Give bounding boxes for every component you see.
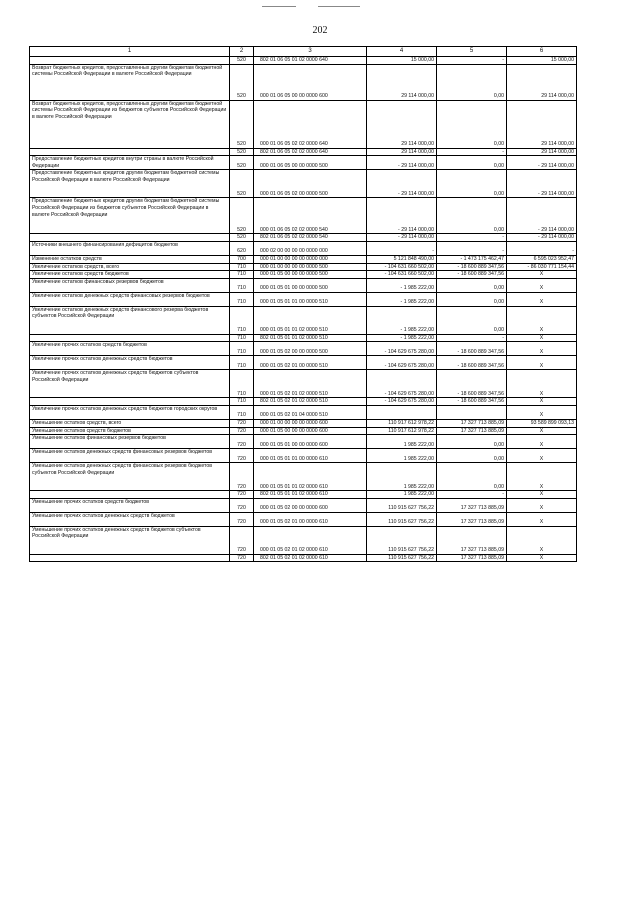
row-unexecuted-cell: X (507, 334, 577, 342)
table-row (30, 449, 577, 463)
row-line-code-cell: 710 (230, 278, 254, 292)
row-name-cell (30, 554, 230, 562)
row-name-cell (30, 398, 230, 406)
column-header-name: 1 (30, 47, 230, 57)
row-line-code-cell: 710 (230, 342, 254, 356)
row-name-cell: Уменьшение прочих остатков денежных средств бюджетов (30, 512, 230, 526)
row-unexecuted-cell: X (507, 398, 577, 406)
row-name-cell: Уменьшение остатков средств, всего (30, 419, 230, 427)
table-row (30, 498, 577, 512)
row-line-code-cell: 520 (230, 100, 254, 148)
row-approved-cell: - (367, 241, 437, 255)
table-row (30, 405, 577, 419)
row-approved-cell: - 29 114 000,00 (367, 170, 437, 198)
row-source-code-cell: 000 01 06 05 02 00 0000 500 (254, 170, 367, 198)
table-row (30, 356, 577, 370)
row-source-code-cell: 802 01 05 02 01 02 0000 610 (254, 554, 367, 562)
row-name-cell: Уменьшение остатков денежных средств финансовых резервов бюджетов субъектов Российской Федерации (30, 463, 230, 491)
table-row (30, 198, 577, 234)
row-approved-cell: - 29 114 000,00 (367, 198, 437, 234)
row-name-cell (30, 334, 230, 342)
row-executed-cell: - (437, 241, 507, 255)
row-executed-cell: - 18 600 889 347,56 (437, 356, 507, 370)
row-name-cell: Предоставление бюджетных кредитов другим бюджетам бюджетной системы Российской Федерации в валюте Российской Федерации (30, 170, 230, 198)
table-row (30, 100, 577, 148)
row-unexecuted-cell: X (507, 449, 577, 463)
row-line-code-cell: 620 (230, 241, 254, 255)
row-line-code-cell: 720 (230, 419, 254, 427)
row-executed-cell: 0,00 (437, 64, 507, 100)
row-approved-cell: 110 917 612 978,22 (367, 427, 437, 435)
row-line-code-cell: 520 (230, 156, 254, 170)
row-source-code-cell: 000 01 05 02 01 02 0000 510 (254, 370, 367, 398)
row-name-cell (30, 491, 230, 499)
row-unexecuted-cell: X (507, 370, 577, 398)
row-executed-cell: - 18 600 889 347,56 (437, 398, 507, 406)
row-executed-cell: - 18 600 889 347,56 (437, 263, 507, 271)
row-name-cell: Предоставление бюджетных кредитов внутри страны в валюте Российской Федерации (30, 156, 230, 170)
table-row (30, 463, 577, 491)
row-unexecuted-cell: - (507, 241, 577, 255)
row-source-code-cell: 000 01 05 02 01 00 0000 510 (254, 356, 367, 370)
row-source-code-cell: 802 01 05 01 01 02 0000 610 (254, 491, 367, 499)
column-header-source-code: 3 (254, 47, 367, 57)
row-source-code-cell: 000 01 00 00 00 00 0000 500 (254, 263, 367, 271)
row-unexecuted-cell: X (507, 356, 577, 370)
row-approved-cell: - 1 985 222,00 (367, 292, 437, 306)
row-executed-cell: - 18 600 889 347,56 (437, 342, 507, 356)
row-unexecuted-cell: - 29 114 000,00 (507, 156, 577, 170)
row-approved-cell: 1 985 222,00 (367, 463, 437, 491)
table-row (30, 370, 577, 398)
table-row (30, 419, 577, 427)
row-name-cell: Увеличение прочих остатков денежных средств бюджетов субъектов Российской Федерации (30, 370, 230, 398)
row-unexecuted-cell: 93 589 899 093,13 (507, 419, 577, 427)
row-approved-cell: 1 985 222,00 (367, 435, 437, 449)
row-name-cell: Уменьшение остатков денежных средств финансовых резервов бюджетов (30, 449, 230, 463)
budget-sources-table-container (29, 46, 576, 562)
row-source-code-cell: 000 01 05 01 01 02 0000 610 (254, 463, 367, 491)
row-name-cell: Уменьшение остатков средств бюджетов (30, 427, 230, 435)
table-row (30, 234, 577, 242)
row-executed-cell: 17 327 713 885,09 (437, 419, 507, 427)
row-unexecuted-cell: X (507, 271, 577, 279)
row-source-code-cell: 802 01 05 02 01 02 0000 510 (254, 398, 367, 406)
row-source-code-cell: 802 01 05 01 01 02 0000 510 (254, 334, 367, 342)
column-header-executed: 5 (437, 47, 507, 57)
row-unexecuted-cell: X (507, 427, 577, 435)
page-number: 202 (312, 25, 328, 36)
row-executed-cell: 0,00 (437, 170, 507, 198)
row-name-cell (30, 234, 230, 242)
row-approved-cell: 110 915 627 756,22 (367, 526, 437, 554)
row-line-code-cell: 520 (230, 170, 254, 198)
table-row (30, 170, 577, 198)
table-row (30, 427, 577, 435)
table-row (30, 278, 577, 292)
row-source-code-cell: 000 01 05 02 00 00 0000 600 (254, 498, 367, 512)
row-approved-cell: - 104 629 675 280,00 (367, 356, 437, 370)
row-approved-cell: 110 915 627 756,22 (367, 554, 437, 562)
row-executed-cell: - (437, 234, 507, 242)
row-name-cell (30, 57, 230, 65)
row-executed-cell: 0,00 (437, 278, 507, 292)
row-source-code-cell: 000 01 05 02 01 04 0000 510 (254, 405, 367, 419)
row-executed-cell: 0,00 (437, 292, 507, 306)
row-line-code-cell: 710 (230, 292, 254, 306)
row-unexecuted-cell: 6 595 023 952,47 (507, 255, 577, 263)
row-approved-cell: 5 121 848 490,00 (367, 255, 437, 263)
table-row (30, 148, 577, 156)
row-name-cell: Увеличение прочих остатков денежных средств бюджетов (30, 356, 230, 370)
row-name-cell: Увеличение остатков финансовых резервов бюджетов (30, 278, 230, 292)
row-approved-cell: 29 114 000,00 (367, 148, 437, 156)
row-line-code-cell: 520 (230, 148, 254, 156)
row-approved-cell: - 29 114 000,00 (367, 156, 437, 170)
row-unexecuted-cell: - 29 114 000,00 (507, 198, 577, 234)
row-line-code-cell: 520 (230, 198, 254, 234)
row-approved-cell: 110 915 627 756,22 (367, 498, 437, 512)
row-executed-cell: 0,00 (437, 100, 507, 148)
row-unexecuted-cell: X (507, 306, 577, 334)
row-source-code-cell: 000 01 06 05 02 02 0000 640 (254, 100, 367, 148)
row-name-cell: Возврат бюджетных кредитов, предоставленных другим бюджетам бюджетной системы Российской Федерации в валюте Российской Федерации (30, 64, 230, 100)
row-line-code-cell: 710 (230, 370, 254, 398)
row-line-code-cell: 720 (230, 427, 254, 435)
row-source-code-cell: 000 01 05 01 00 00 0000 600 (254, 435, 367, 449)
table-row (30, 255, 577, 263)
table-row (30, 306, 577, 334)
row-executed-cell: 17 327 713 885,09 (437, 512, 507, 526)
row-line-code-cell: 710 (230, 398, 254, 406)
row-unexecuted-cell: X (507, 463, 577, 491)
row-name-cell: Увеличение прочих остатков средств бюджетов (30, 342, 230, 356)
table-row (30, 271, 577, 279)
row-line-code-cell: 720 (230, 526, 254, 554)
row-unexecuted-cell: - 29 114 000,00 (507, 170, 577, 198)
row-name-cell (30, 148, 230, 156)
table-row (30, 156, 577, 170)
row-name-cell: Увеличение остатков средств, всего (30, 263, 230, 271)
table-row (30, 342, 577, 356)
table-row (30, 334, 577, 342)
row-line-code-cell: 520 (230, 64, 254, 100)
row-approved-cell: - 104 631 660 502,00 (367, 271, 437, 279)
table-row (30, 241, 577, 255)
table-row (30, 491, 577, 499)
row-line-code-cell: 700 (230, 255, 254, 263)
table-row (30, 554, 577, 562)
row-approved-cell: - 1 985 222,00 (367, 278, 437, 292)
row-executed-cell: 0,00 (437, 306, 507, 334)
row-source-code-cell: 000 02 00 00 00 00 0000 000 (254, 241, 367, 255)
budget-sources-table (29, 46, 577, 562)
row-source-code-cell: 000 01 05 00 00 00 0000 600 (254, 427, 367, 435)
row-source-code-cell: 000 01 05 02 01 02 0000 610 (254, 526, 367, 554)
row-unexecuted-cell: X (507, 405, 577, 419)
row-line-code-cell: 720 (230, 435, 254, 449)
row-source-code-cell: 000 01 06 05 00 00 0000 600 (254, 64, 367, 100)
row-executed-cell: 0,00 (437, 463, 507, 491)
row-unexecuted-cell: 15 000,00 (507, 57, 577, 65)
row-unexecuted-cell: 29 114 000,00 (507, 148, 577, 156)
row-approved-cell: - 104 631 660 502,00 (367, 263, 437, 271)
row-line-code-cell: 720 (230, 449, 254, 463)
row-name-cell: Уменьшение прочих остатков денежных средств бюджетов субъектов Российской Федерации (30, 526, 230, 554)
row-unexecuted-cell: - 29 114 000,00 (507, 234, 577, 242)
row-source-code-cell: 000 01 05 01 01 00 0000 610 (254, 449, 367, 463)
row-approved-cell: 1 985 222,00 (367, 491, 437, 499)
row-executed-cell: 17 327 713 885,09 (437, 498, 507, 512)
row-source-code-cell: 000 01 06 05 00 00 0000 500 (254, 156, 367, 170)
table-header-row (30, 47, 577, 57)
row-source-code-cell: 000 01 06 05 02 02 0000 540 (254, 198, 367, 234)
row-unexecuted-cell: X (507, 491, 577, 499)
table-row (30, 435, 577, 449)
row-unexecuted-cell: - 86 030 771 154,44 (507, 263, 577, 271)
row-line-code-cell: 520 (230, 234, 254, 242)
row-name-cell: Источники внешнего финансирования дефицитов бюджетов (30, 241, 230, 255)
row-line-code-cell: 710 (230, 334, 254, 342)
row-unexecuted-cell: X (507, 526, 577, 554)
row-name-cell: Увеличение прочих остатков денежных средств бюджетов городских округов (30, 405, 230, 419)
row-source-code-cell: 000 01 05 01 01 00 0000 510 (254, 292, 367, 306)
row-source-code-cell: 000 01 00 00 00 00 0000 600 (254, 419, 367, 427)
table-row (30, 64, 577, 100)
row-line-code-cell: 710 (230, 405, 254, 419)
row-executed-cell: 17 327 713 885,09 (437, 526, 507, 554)
row-executed-cell: 0,00 (437, 156, 507, 170)
row-unexecuted-cell: X (507, 292, 577, 306)
row-line-code-cell: 710 (230, 263, 254, 271)
row-approved-cell (367, 405, 437, 419)
row-source-code-cell: 000 01 05 00 00 00 0000 500 (254, 271, 367, 279)
row-executed-cell: 0,00 (437, 198, 507, 234)
row-executed-cell: 17 327 713 885,09 (437, 554, 507, 562)
row-approved-cell: 15 000,00 (367, 57, 437, 65)
table-body (30, 57, 577, 562)
row-line-code-cell: 710 (230, 356, 254, 370)
row-source-code-cell: 802 01 06 05 02 02 0000 640 (254, 148, 367, 156)
row-name-cell: Предоставление бюджетных кредитов другим бюджетам бюджетной системы Российской Федерации из бюджетов субъектов Российской Федерации в валюте Российской Федерации (30, 198, 230, 234)
row-unexecuted-cell: X (507, 512, 577, 526)
row-line-code-cell: 720 (230, 512, 254, 526)
row-unexecuted-cell: X (507, 278, 577, 292)
row-approved-cell: 29 114 000,00 (367, 100, 437, 148)
row-line-code-cell: 710 (230, 306, 254, 334)
row-line-code-cell: 710 (230, 271, 254, 279)
row-source-code-cell: 802 01 06 05 02 02 0000 540 (254, 234, 367, 242)
row-source-code-cell: 000 01 05 01 00 00 0000 500 (254, 278, 367, 292)
row-name-cell: Изменение остатков средств (30, 255, 230, 263)
row-approved-cell: - 104 629 675 280,00 (367, 342, 437, 356)
row-name-cell: Уменьшение остатков финансовых резервов бюджетов (30, 435, 230, 449)
table-row (30, 526, 577, 554)
row-approved-cell: - 29 114 000,00 (367, 234, 437, 242)
column-header-unexecuted: 6 (507, 47, 577, 57)
column-header-approved: 4 (367, 47, 437, 57)
row-line-code-cell: 720 (230, 554, 254, 562)
row-executed-cell: - 1 473 175 462,47 (437, 255, 507, 263)
row-approved-cell: - 104 629 675 280,00 (367, 398, 437, 406)
row-name-cell: Возврат бюджетных кредитов, предоставленных другим бюджетам бюджетной системы Российской Федерации из бюджетов субъектов Российской Федерации в валюте Российской Федерации (30, 100, 230, 148)
row-name-cell: Увеличение остатков денежных средств финансовых резервов бюджетов (30, 292, 230, 306)
row-unexecuted-cell: X (507, 342, 577, 356)
row-source-code-cell: 802 01 06 05 01 02 0000 640 (254, 57, 367, 65)
row-line-code-cell: 520 (230, 57, 254, 65)
row-source-code-cell: 000 01 05 01 01 02 0000 510 (254, 306, 367, 334)
table-row (30, 57, 577, 65)
table-row (30, 292, 577, 306)
row-line-code-cell: 720 (230, 463, 254, 491)
row-executed-cell: - (437, 491, 507, 499)
row-line-code-cell: 720 (230, 498, 254, 512)
row-name-cell: Увеличение остатков средств бюджетов (30, 271, 230, 279)
row-line-code-cell: 720 (230, 491, 254, 499)
row-source-code-cell: 000 01 00 00 00 00 0000 000 (254, 255, 367, 263)
row-executed-cell: - 18 600 889 347,56 (437, 370, 507, 398)
row-executed-cell: 0,00 (437, 449, 507, 463)
table-row (30, 263, 577, 271)
table-row (30, 398, 577, 406)
row-executed-cell (437, 405, 507, 419)
row-unexecuted-cell: X (507, 435, 577, 449)
row-executed-cell: - (437, 334, 507, 342)
row-source-code-cell: 000 01 05 02 00 00 0000 500 (254, 342, 367, 356)
row-unexecuted-cell: 29 114 000,00 (507, 100, 577, 148)
row-executed-cell: - (437, 148, 507, 156)
row-name-cell: Увеличение остатков денежных средств финансового резерва бюджетов субъектов Российской Федерации (30, 306, 230, 334)
row-approved-cell: 110 915 627 756,22 (367, 512, 437, 526)
row-name-cell: Уменьшение прочих остатков средств бюджетов (30, 498, 230, 512)
row-approved-cell: - 1 985 222,00 (367, 306, 437, 334)
row-executed-cell: 17 327 713 885,09 (437, 427, 507, 435)
row-approved-cell: 110 917 612 978,22 (367, 419, 437, 427)
scan-artifact-line (318, 6, 360, 7)
row-executed-cell: - (437, 57, 507, 65)
row-approved-cell: - 104 629 675 280,00 (367, 370, 437, 398)
table-row (30, 512, 577, 526)
row-unexecuted-cell: X (507, 554, 577, 562)
row-approved-cell: 1 985 222,00 (367, 449, 437, 463)
row-approved-cell: - 1 985 222,00 (367, 334, 437, 342)
scan-artifact-line (262, 6, 296, 7)
row-executed-cell: 0,00 (437, 435, 507, 449)
row-approved-cell: 29 114 000,00 (367, 64, 437, 100)
row-executed-cell: - 18 600 889 347,56 (437, 271, 507, 279)
row-unexecuted-cell: 29 114 000,00 (507, 64, 577, 100)
column-header-line-code: 2 (230, 47, 254, 57)
row-source-code-cell: 000 01 05 02 01 00 0000 610 (254, 512, 367, 526)
row-unexecuted-cell: X (507, 498, 577, 512)
